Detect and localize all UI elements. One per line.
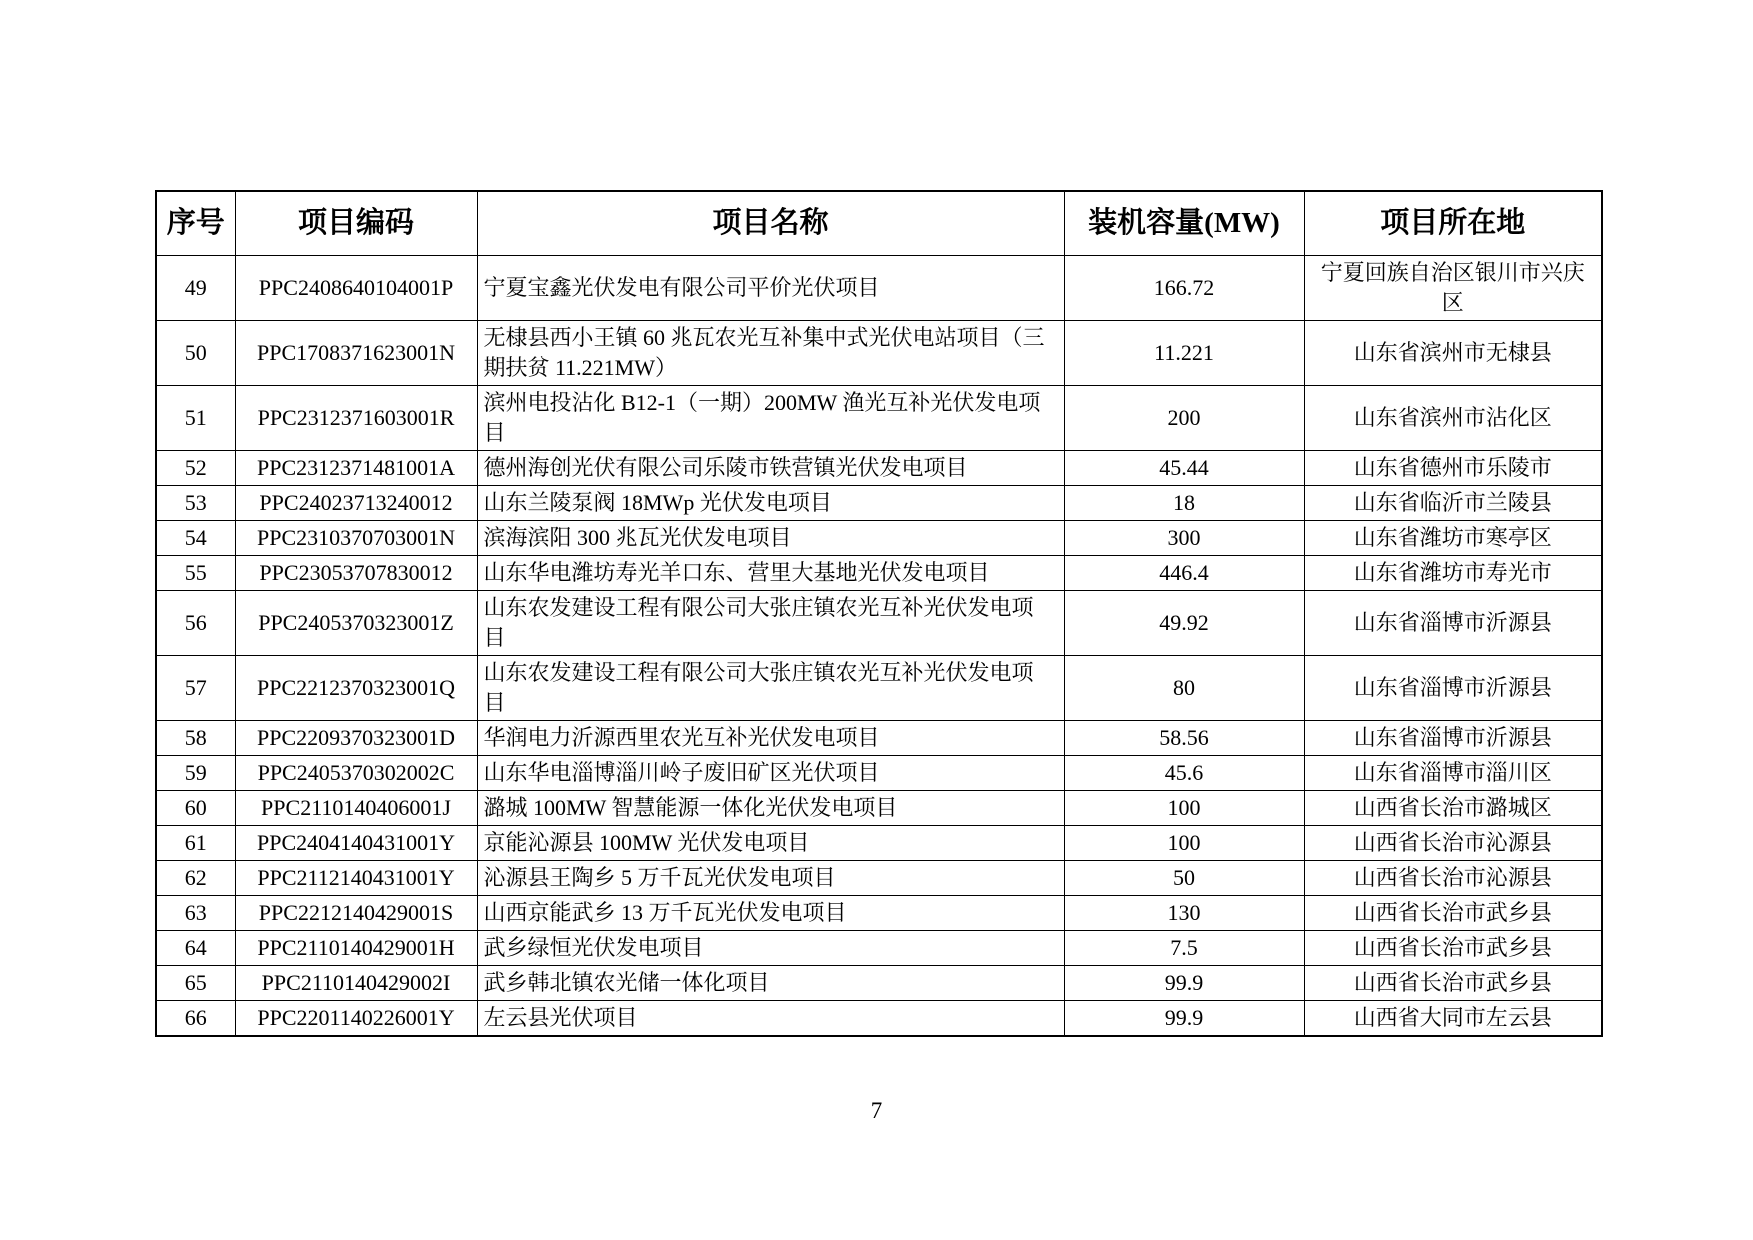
- project-name-cell: 滨州电投沾化 B12-1（一期）200MW 渔光互补光伏发电项目: [477, 385, 1064, 450]
- capacity-cell: 50: [1064, 860, 1304, 895]
- table-body: [156, 255, 1602, 1036]
- serial-number-cell: 54: [156, 520, 235, 555]
- project-code-cell: PPC2404140431001Y: [235, 825, 477, 860]
- column-header-code: 项目编码: [235, 191, 477, 255]
- table-row: [156, 965, 1602, 1000]
- project-code-cell: PPC2112140431001Y: [235, 860, 477, 895]
- location-cell: 山东省滨州市沾化区: [1304, 385, 1602, 450]
- project-name-cell: 山东兰陵泵阀 18MWp 光伏发电项目: [477, 485, 1064, 520]
- table-row: [156, 320, 1602, 385]
- project-code-cell: PPC1708371623001N: [235, 320, 477, 385]
- table-row: [156, 790, 1602, 825]
- project-code-cell: PPC2312371481001A: [235, 450, 477, 485]
- capacity-cell: 130: [1064, 895, 1304, 930]
- project-name-cell: 潞城 100MW 智慧能源一体化光伏发电项目: [477, 790, 1064, 825]
- project-code-cell: PPC2212140429001S: [235, 895, 477, 930]
- project-name-cell: 武乡韩北镇农光储一体化项目: [477, 965, 1064, 1000]
- serial-number-cell: 62: [156, 860, 235, 895]
- project-name-cell: 左云县光伏项目: [477, 1000, 1064, 1036]
- location-cell: 山东省淄博市沂源县: [1304, 720, 1602, 755]
- project-name-cell: 山东华电潍坊寿光羊口东、营里大基地光伏发电项目: [477, 555, 1064, 590]
- serial-number-cell: 50: [156, 320, 235, 385]
- serial-number-cell: 58: [156, 720, 235, 755]
- project-name-cell: 华润电力沂源西里农光互补光伏发电项目: [477, 720, 1064, 755]
- location-cell: 山西省长治市武乡县: [1304, 895, 1602, 930]
- header-row: [156, 191, 1602, 255]
- column-header-location: 项目所在地: [1304, 191, 1602, 255]
- serial-number-cell: 51: [156, 385, 235, 450]
- table-row: [156, 385, 1602, 450]
- project-name-cell: 沁源县王陶乡 5 万千瓦光伏发电项目: [477, 860, 1064, 895]
- capacity-cell: 58.56: [1064, 720, 1304, 755]
- table-row: [156, 485, 1602, 520]
- table-row: [156, 930, 1602, 965]
- serial-number-cell: 65: [156, 965, 235, 1000]
- capacity-cell: 99.9: [1064, 965, 1304, 1000]
- project-name-cell: 山东华电淄博淄川岭子废旧矿区光伏项目: [477, 755, 1064, 790]
- table-row: [156, 590, 1602, 655]
- project-code-cell: PPC2405370323001Z: [235, 590, 477, 655]
- table-row: [156, 720, 1602, 755]
- table-row: [156, 255, 1602, 320]
- project-code-cell: PPC2408640104001P: [235, 255, 477, 320]
- projects-table: [155, 190, 1603, 1037]
- project-code-cell: PPC2201140226001Y: [235, 1000, 477, 1036]
- project-name-cell: 德州海创光伏有限公司乐陵市铁营镇光伏发电项目: [477, 450, 1064, 485]
- table-row: [156, 755, 1602, 790]
- table-row: [156, 825, 1602, 860]
- project-name-cell: 京能沁源县 100MW 光伏发电项目: [477, 825, 1064, 860]
- project-code-cell: PPC2212370323001Q: [235, 655, 477, 720]
- serial-number-cell: 52: [156, 450, 235, 485]
- location-cell: 山西省长治市武乡县: [1304, 930, 1602, 965]
- location-cell: 山东省淄博市淄川区: [1304, 755, 1602, 790]
- table-row: [156, 555, 1602, 590]
- project-name-cell: 山东农发建设工程有限公司大张庄镇农光互补光伏发电项目: [477, 590, 1064, 655]
- serial-number-cell: 57: [156, 655, 235, 720]
- location-cell: 山东省淄博市沂源县: [1304, 655, 1602, 720]
- location-cell: 山东省滨州市无棣县: [1304, 320, 1602, 385]
- table-row: [156, 520, 1602, 555]
- project-code-cell: PPC2110140429001H: [235, 930, 477, 965]
- column-header-name: 项目名称: [477, 191, 1064, 255]
- table-row: [156, 1000, 1602, 1036]
- serial-number-cell: 61: [156, 825, 235, 860]
- capacity-cell: 11.221: [1064, 320, 1304, 385]
- location-cell: 山西省长治市沁源县: [1304, 860, 1602, 895]
- page-number: 7: [870, 1098, 883, 1123]
- table-row: [156, 450, 1602, 485]
- capacity-cell: 49.92: [1064, 590, 1304, 655]
- location-cell: 宁夏回族自治区银川市兴庆区: [1304, 255, 1602, 320]
- capacity-cell: 200: [1064, 385, 1304, 450]
- location-cell: 山西省长治市武乡县: [1304, 965, 1602, 1000]
- project-code-cell: PPC2405370302002C: [235, 755, 477, 790]
- capacity-cell: 166.72: [1064, 255, 1304, 320]
- table-row: [156, 860, 1602, 895]
- capacity-cell: 45.6: [1064, 755, 1304, 790]
- table-header: [156, 191, 1602, 255]
- serial-number-cell: 59: [156, 755, 235, 790]
- project-name-cell: 滨海滨阳 300 兆瓦光伏发电项目: [477, 520, 1064, 555]
- project-code-cell: PPC2312371603001R: [235, 385, 477, 450]
- serial-number-cell: 66: [156, 1000, 235, 1036]
- project-name-cell: 山东农发建设工程有限公司大张庄镇农光互补光伏发电项目: [477, 655, 1064, 720]
- project-code-cell: PPC24023713240012: [235, 485, 477, 520]
- table-row: [156, 655, 1602, 720]
- column-header-serial: 序号: [156, 191, 235, 255]
- serial-number-cell: 64: [156, 930, 235, 965]
- serial-number-cell: 60: [156, 790, 235, 825]
- serial-number-cell: 63: [156, 895, 235, 930]
- project-name-cell: 山西京能武乡 13 万千瓦光伏发电项目: [477, 895, 1064, 930]
- location-cell: 山东省临沂市兰陵县: [1304, 485, 1602, 520]
- capacity-cell: 80: [1064, 655, 1304, 720]
- location-cell: 山东省潍坊市寒亭区: [1304, 520, 1602, 555]
- project-code-cell: PPC2310370703001N: [235, 520, 477, 555]
- capacity-cell: 100: [1064, 825, 1304, 860]
- project-code-cell: PPC23053707830012: [235, 555, 477, 590]
- serial-number-cell: 56: [156, 590, 235, 655]
- capacity-cell: 45.44: [1064, 450, 1304, 485]
- projects-table-container: [155, 190, 1601, 1037]
- project-name-cell: 武乡绿恒光伏发电项目: [477, 930, 1064, 965]
- capacity-cell: 99.9: [1064, 1000, 1304, 1036]
- project-code-cell: PPC2110140429002I: [235, 965, 477, 1000]
- location-cell: 山西省长治市潞城区: [1304, 790, 1602, 825]
- location-cell: 山东省潍坊市寿光市: [1304, 555, 1602, 590]
- table-row: [156, 895, 1602, 930]
- serial-number-cell: 49: [156, 255, 235, 320]
- location-cell: 山西省大同市左云县: [1304, 1000, 1602, 1036]
- column-header-capacity: 装机容量(MW): [1064, 191, 1304, 255]
- project-code-cell: PPC2110140406001J: [235, 790, 477, 825]
- location-cell: 山东省淄博市沂源县: [1304, 590, 1602, 655]
- location-cell: 山西省长治市沁源县: [1304, 825, 1602, 860]
- capacity-cell: 446.4: [1064, 555, 1304, 590]
- capacity-cell: 300: [1064, 520, 1304, 555]
- location-cell: 山东省德州市乐陵市: [1304, 450, 1602, 485]
- capacity-cell: 18: [1064, 485, 1304, 520]
- project-name-cell: 宁夏宝鑫光伏发电有限公司平价光伏项目: [477, 255, 1064, 320]
- capacity-cell: 100: [1064, 790, 1304, 825]
- capacity-cell: 7.5: [1064, 930, 1304, 965]
- serial-number-cell: 53: [156, 485, 235, 520]
- project-name-cell: 无棣县西小王镇 60 兆瓦农光互补集中式光伏电站项目（三期扶贫 11.221MW）: [477, 320, 1064, 385]
- project-code-cell: PPC2209370323001D: [235, 720, 477, 755]
- serial-number-cell: 55: [156, 555, 235, 590]
